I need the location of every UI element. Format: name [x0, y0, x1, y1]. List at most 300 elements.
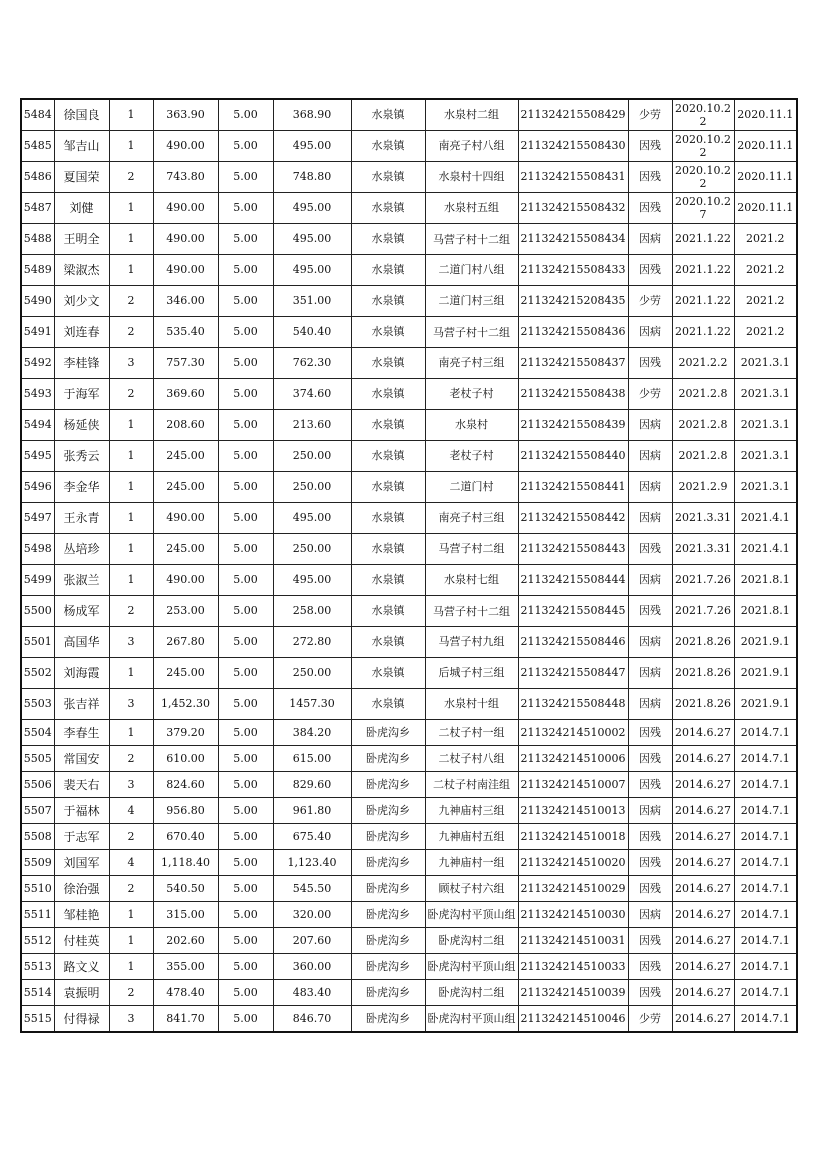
cell-start-date: 2014.7.1 — [734, 850, 797, 876]
cell-approval-date: 2021.1.22 — [672, 224, 734, 255]
cell-household-size: 1 — [109, 131, 153, 162]
cell-reason: 因病 — [628, 565, 672, 596]
cell-row-number: 5501 — [21, 627, 54, 658]
cell-village-group: 南亮子村三组 — [425, 503, 518, 534]
cell-total: 762.30 — [273, 348, 351, 379]
cell-total: 545.50 — [273, 876, 351, 902]
cell-adjustment: 5.00 — [218, 928, 273, 954]
cell-name: 张秀云 — [54, 441, 109, 472]
cell-household-size: 3 — [109, 348, 153, 379]
cell-amount: 245.00 — [153, 658, 218, 689]
cell-amount: 490.00 — [153, 565, 218, 596]
cell-amount: 490.00 — [153, 255, 218, 286]
cell-row-number: 5509 — [21, 850, 54, 876]
cell-village-group: 二杖子村一组 — [425, 720, 518, 746]
cell-household-size: 1 — [109, 441, 153, 472]
cell-reason: 因残 — [628, 850, 672, 876]
cell-approval-date: 2021.8.26 — [672, 689, 734, 720]
cell-name: 付得禄 — [54, 1006, 109, 1033]
cell-township: 水泉镇 — [351, 689, 425, 720]
cell-approval-date: 2021.1.22 — [672, 286, 734, 317]
cell-approval-date: 2014.6.27 — [672, 876, 734, 902]
cell-village-group: 水泉村十四组 — [425, 162, 518, 193]
cell-name: 王永青 — [54, 503, 109, 534]
cell-approval-date: 2021.2.8 — [672, 441, 734, 472]
cell-total: 615.00 — [273, 746, 351, 772]
cell-start-date: 2021.3.1 — [734, 379, 797, 410]
table-row — [21, 980, 797, 1006]
cell-amount: 379.20 — [153, 720, 218, 746]
cell-amount: 956.80 — [153, 798, 218, 824]
cell-name: 刘连春 — [54, 317, 109, 348]
cell-start-date: 2021.4.1 — [734, 534, 797, 565]
cell-adjustment: 5.00 — [218, 720, 273, 746]
cell-village-group: 二道门村八组 — [425, 255, 518, 286]
cell-adjustment: 5.00 — [218, 379, 273, 410]
cell-id-number: 211324215508430 — [518, 131, 628, 162]
table-row — [21, 746, 797, 772]
cell-village-group: 水泉村二组 — [425, 99, 518, 131]
cell-id-number: 211324215508442 — [518, 503, 628, 534]
table-row — [21, 131, 797, 162]
cell-name: 刘健 — [54, 193, 109, 224]
cell-reason: 因残 — [628, 746, 672, 772]
cell-village-group: 水泉村十组 — [425, 689, 518, 720]
table-row — [21, 798, 797, 824]
cell-adjustment: 5.00 — [218, 772, 273, 798]
cell-start-date: 2014.7.1 — [734, 1006, 797, 1033]
cell-id-number: 211324215508440 — [518, 441, 628, 472]
cell-reason: 少劳 — [628, 1006, 672, 1033]
cell-row-number: 5499 — [21, 565, 54, 596]
cell-household-size: 2 — [109, 286, 153, 317]
cell-household-size: 2 — [109, 162, 153, 193]
cell-start-date: 2021.2 — [734, 286, 797, 317]
cell-township: 水泉镇 — [351, 255, 425, 286]
cell-household-size: 1 — [109, 902, 153, 928]
cell-village-group: 水泉村 — [425, 410, 518, 441]
cell-amount: 824.60 — [153, 772, 218, 798]
cell-township: 卧虎沟乡 — [351, 772, 425, 798]
cell-id-number: 211324215508443 — [518, 534, 628, 565]
cell-row-number: 5495 — [21, 441, 54, 472]
cell-household-size: 1 — [109, 503, 153, 534]
cell-township: 水泉镇 — [351, 162, 425, 193]
cell-adjustment: 5.00 — [218, 902, 273, 928]
cell-row-number: 5493 — [21, 379, 54, 410]
cell-approval-date: 2021.1.22 — [672, 255, 734, 286]
cell-reason: 因残 — [628, 348, 672, 379]
cell-township: 卧虎沟乡 — [351, 746, 425, 772]
cell-id-number: 211324214510007 — [518, 772, 628, 798]
cell-adjustment: 5.00 — [218, 954, 273, 980]
cell-approval-date: 2021.3.31 — [672, 503, 734, 534]
cell-township: 水泉镇 — [351, 348, 425, 379]
cell-household-size: 1 — [109, 472, 153, 503]
cell-reason: 因病 — [628, 689, 672, 720]
cell-township: 水泉镇 — [351, 193, 425, 224]
cell-total: 495.00 — [273, 224, 351, 255]
cell-id-number: 211324215508433 — [518, 255, 628, 286]
cell-total: 495.00 — [273, 131, 351, 162]
cell-approval-date: 2021.2.8 — [672, 379, 734, 410]
cell-adjustment: 5.00 — [218, 224, 273, 255]
cell-id-number: 211324215508446 — [518, 627, 628, 658]
cell-amount: 245.00 — [153, 472, 218, 503]
cell-total: 675.40 — [273, 824, 351, 850]
cell-adjustment: 5.00 — [218, 658, 273, 689]
cell-name: 裴天右 — [54, 772, 109, 798]
cell-name: 丛培珍 — [54, 534, 109, 565]
cell-approval-date: 2021.7.26 — [672, 596, 734, 627]
cell-name: 高国华 — [54, 627, 109, 658]
cell-total: 250.00 — [273, 534, 351, 565]
cell-adjustment: 5.00 — [218, 746, 273, 772]
cell-total: 250.00 — [273, 441, 351, 472]
cell-adjustment: 5.00 — [218, 876, 273, 902]
cell-amount: 535.40 — [153, 317, 218, 348]
table-row — [21, 954, 797, 980]
cell-adjustment: 5.00 — [218, 348, 273, 379]
cell-name: 李金华 — [54, 472, 109, 503]
cell-start-date: 2014.7.1 — [734, 772, 797, 798]
cell-amount: 1,452.30 — [153, 689, 218, 720]
cell-id-number: 211324215508434 — [518, 224, 628, 255]
cell-name: 张吉祥 — [54, 689, 109, 720]
cell-adjustment: 5.00 — [218, 131, 273, 162]
cell-name: 李桂锋 — [54, 348, 109, 379]
cell-name: 杨延侠 — [54, 410, 109, 441]
cell-village-group: 卧虎沟村平顶山组 — [425, 954, 518, 980]
cell-adjustment: 5.00 — [218, 824, 273, 850]
cell-approval-date: 2014.6.27 — [672, 824, 734, 850]
cell-township: 卧虎沟乡 — [351, 850, 425, 876]
cell-name: 刘少文 — [54, 286, 109, 317]
cell-total: 384.20 — [273, 720, 351, 746]
table-row — [21, 534, 797, 565]
cell-row-number: 5500 — [21, 596, 54, 627]
cell-total: 829.60 — [273, 772, 351, 798]
cell-adjustment: 5.00 — [218, 850, 273, 876]
cell-approval-date: 2020.10.27 — [672, 193, 734, 224]
cell-village-group: 水泉村五组 — [425, 193, 518, 224]
cell-adjustment: 5.00 — [218, 99, 273, 131]
cell-row-number: 5513 — [21, 954, 54, 980]
cell-name: 袁振明 — [54, 980, 109, 1006]
cell-row-number: 5486 — [21, 162, 54, 193]
cell-row-number: 5504 — [21, 720, 54, 746]
cell-name: 于海军 — [54, 379, 109, 410]
cell-total: 495.00 — [273, 255, 351, 286]
cell-township: 卧虎沟乡 — [351, 876, 425, 902]
cell-village-group: 二道门村三组 — [425, 286, 518, 317]
cell-total: 258.00 — [273, 596, 351, 627]
cell-start-date: 2014.7.1 — [734, 876, 797, 902]
cell-amount: 757.30 — [153, 348, 218, 379]
cell-id-number: 211324214510002 — [518, 720, 628, 746]
cell-name: 常国安 — [54, 746, 109, 772]
cell-total: 495.00 — [273, 503, 351, 534]
cell-village-group: 水泉村七组 — [425, 565, 518, 596]
cell-row-number: 5502 — [21, 658, 54, 689]
cell-amount: 670.40 — [153, 824, 218, 850]
cell-amount: 490.00 — [153, 224, 218, 255]
cell-village-group: 九神庙村三组 — [425, 798, 518, 824]
cell-reason: 因病 — [628, 441, 672, 472]
cell-row-number: 5515 — [21, 1006, 54, 1033]
cell-reason: 因残 — [628, 255, 672, 286]
table-row — [21, 255, 797, 286]
cell-household-size: 1 — [109, 255, 153, 286]
cell-household-size: 2 — [109, 824, 153, 850]
cell-id-number: 211324214510046 — [518, 1006, 628, 1033]
cell-amount: 490.00 — [153, 503, 218, 534]
table-row — [21, 162, 797, 193]
cell-amount: 540.50 — [153, 876, 218, 902]
table-row — [21, 850, 797, 876]
cell-approval-date: 2014.6.27 — [672, 928, 734, 954]
table-row — [21, 928, 797, 954]
cell-village-group: 二杖子村八组 — [425, 746, 518, 772]
cell-total: 320.00 — [273, 902, 351, 928]
cell-reason: 因残 — [628, 824, 672, 850]
cell-village-group: 后城子村三组 — [425, 658, 518, 689]
cell-village-group: 卧虎沟村平顶山组 — [425, 902, 518, 928]
cell-id-number: 211324215508445 — [518, 596, 628, 627]
cell-reason: 因残 — [628, 596, 672, 627]
cell-name: 徐治强 — [54, 876, 109, 902]
cell-row-number: 5511 — [21, 902, 54, 928]
cell-row-number: 5489 — [21, 255, 54, 286]
cell-amount: 346.00 — [153, 286, 218, 317]
cell-start-date: 2014.7.1 — [734, 980, 797, 1006]
cell-start-date: 2020.11.1 — [734, 99, 797, 131]
cell-reason: 因病 — [628, 902, 672, 928]
cell-household-size: 4 — [109, 850, 153, 876]
cell-reason: 因残 — [628, 193, 672, 224]
cell-total: 1457.30 — [273, 689, 351, 720]
cell-adjustment: 5.00 — [218, 627, 273, 658]
cell-township: 卧虎沟乡 — [351, 954, 425, 980]
cell-amount: 253.00 — [153, 596, 218, 627]
cell-township: 水泉镇 — [351, 317, 425, 348]
cell-household-size: 3 — [109, 627, 153, 658]
cell-approval-date: 2014.6.27 — [672, 772, 734, 798]
cell-household-size: 1 — [109, 193, 153, 224]
table-row — [21, 772, 797, 798]
cell-id-number: 211324214510033 — [518, 954, 628, 980]
cell-township: 水泉镇 — [351, 565, 425, 596]
cell-village-group: 老杖子村 — [425, 379, 518, 410]
cell-start-date: 2021.4.1 — [734, 503, 797, 534]
cell-start-date: 2021.9.1 — [734, 689, 797, 720]
cell-total: 207.60 — [273, 928, 351, 954]
cell-id-number: 211324215508444 — [518, 565, 628, 596]
cell-township: 卧虎沟乡 — [351, 824, 425, 850]
cell-name: 梁淑杰 — [54, 255, 109, 286]
cell-row-number: 5494 — [21, 410, 54, 441]
cell-adjustment: 5.00 — [218, 565, 273, 596]
cell-amount: 245.00 — [153, 441, 218, 472]
cell-total: 351.00 — [273, 286, 351, 317]
cell-amount: 245.00 — [153, 534, 218, 565]
table-row — [21, 286, 797, 317]
cell-name: 杨成军 — [54, 596, 109, 627]
cell-id-number: 211324215508439 — [518, 410, 628, 441]
cell-amount: 1,118.40 — [153, 850, 218, 876]
cell-reason: 因残 — [628, 928, 672, 954]
table-row — [21, 824, 797, 850]
cell-amount: 490.00 — [153, 193, 218, 224]
cell-total: 846.70 — [273, 1006, 351, 1033]
cell-household-size: 3 — [109, 689, 153, 720]
cell-row-number: 5496 — [21, 472, 54, 503]
cell-name: 刘海霞 — [54, 658, 109, 689]
cell-start-date: 2020.11.1 — [734, 162, 797, 193]
cell-household-size: 1 — [109, 410, 153, 441]
table-row — [21, 902, 797, 928]
cell-row-number: 5506 — [21, 772, 54, 798]
cell-village-group: 二道门村 — [425, 472, 518, 503]
cell-reason: 因残 — [628, 772, 672, 798]
cell-reason: 因病 — [628, 658, 672, 689]
cell-row-number: 5487 — [21, 193, 54, 224]
cell-row-number: 5514 — [21, 980, 54, 1006]
table-row — [21, 503, 797, 534]
cell-approval-date: 2014.6.27 — [672, 720, 734, 746]
cell-reason: 因残 — [628, 534, 672, 565]
cell-township: 水泉镇 — [351, 410, 425, 441]
cell-start-date: 2021.9.1 — [734, 627, 797, 658]
cell-amount: 363.90 — [153, 99, 218, 131]
cell-approval-date: 2021.3.31 — [672, 534, 734, 565]
cell-total: 272.80 — [273, 627, 351, 658]
cell-id-number: 211324214510020 — [518, 850, 628, 876]
cell-amount: 202.60 — [153, 928, 218, 954]
cell-row-number: 5485 — [21, 131, 54, 162]
cell-start-date: 2014.7.1 — [734, 824, 797, 850]
document-table-region — [20, 98, 796, 1033]
cell-row-number: 5490 — [21, 286, 54, 317]
cell-name: 夏国荣 — [54, 162, 109, 193]
cell-start-date: 2020.11.1 — [734, 193, 797, 224]
table-row — [21, 596, 797, 627]
cell-household-size: 2 — [109, 317, 153, 348]
cell-reason: 少劳 — [628, 99, 672, 131]
cell-reason: 因残 — [628, 720, 672, 746]
cell-id-number: 211324215508431 — [518, 162, 628, 193]
cell-household-size: 2 — [109, 980, 153, 1006]
cell-household-size: 2 — [109, 596, 153, 627]
cell-adjustment: 5.00 — [218, 255, 273, 286]
cell-approval-date: 2021.8.26 — [672, 627, 734, 658]
cell-id-number: 211324215508437 — [518, 348, 628, 379]
cell-start-date: 2014.7.1 — [734, 720, 797, 746]
cell-approval-date: 2014.6.27 — [672, 980, 734, 1006]
cell-start-date: 2021.9.1 — [734, 658, 797, 689]
cell-total: 495.00 — [273, 565, 351, 596]
table-row — [21, 565, 797, 596]
cell-id-number: 211324214510006 — [518, 746, 628, 772]
cell-id-number: 211324214510013 — [518, 798, 628, 824]
cell-township: 水泉镇 — [351, 472, 425, 503]
cell-amount: 267.80 — [153, 627, 218, 658]
cell-village-group: 马营子村十二组 — [425, 596, 518, 627]
cell-household-size: 1 — [109, 534, 153, 565]
cell-village-group: 卧虎沟村平顶山组 — [425, 1006, 518, 1033]
cell-township: 水泉镇 — [351, 99, 425, 131]
cell-row-number: 5508 — [21, 824, 54, 850]
cell-township: 水泉镇 — [351, 224, 425, 255]
cell-total: 1,123.40 — [273, 850, 351, 876]
cell-name: 王明全 — [54, 224, 109, 255]
cell-township: 卧虎沟乡 — [351, 720, 425, 746]
cell-household-size: 1 — [109, 565, 153, 596]
cell-id-number: 211324215508447 — [518, 658, 628, 689]
cell-approval-date: 2021.2.8 — [672, 410, 734, 441]
table-row — [21, 658, 797, 689]
cell-row-number: 5492 — [21, 348, 54, 379]
cell-start-date: 2021.3.1 — [734, 441, 797, 472]
cell-adjustment: 5.00 — [218, 410, 273, 441]
table-row — [21, 876, 797, 902]
cell-township: 卧虎沟乡 — [351, 980, 425, 1006]
cell-approval-date: 2021.2.9 — [672, 472, 734, 503]
cell-adjustment: 5.00 — [218, 534, 273, 565]
cell-township: 卧虎沟乡 — [351, 928, 425, 954]
cell-name: 邹吉山 — [54, 131, 109, 162]
cell-village-group: 九神庙村五组 — [425, 824, 518, 850]
cell-village-group: 卧虎沟村二组 — [425, 980, 518, 1006]
cell-approval-date: 2014.6.27 — [672, 1006, 734, 1033]
cell-approval-date: 2014.6.27 — [672, 850, 734, 876]
cell-row-number: 5497 — [21, 503, 54, 534]
cell-village-group: 马营子村九组 — [425, 627, 518, 658]
cell-row-number: 5507 — [21, 798, 54, 824]
cell-total: 483.40 — [273, 980, 351, 1006]
cell-amount: 743.80 — [153, 162, 218, 193]
table-row — [21, 348, 797, 379]
cell-start-date: 2021.2 — [734, 255, 797, 286]
cell-total: 360.00 — [273, 954, 351, 980]
cell-reason: 因残 — [628, 876, 672, 902]
cell-approval-date: 2014.6.27 — [672, 746, 734, 772]
cell-household-size: 1 — [109, 954, 153, 980]
cell-township: 卧虎沟乡 — [351, 902, 425, 928]
cell-household-size: 1 — [109, 720, 153, 746]
table-row — [21, 379, 797, 410]
cell-total: 368.90 — [273, 99, 351, 131]
cell-amount: 355.00 — [153, 954, 218, 980]
cell-village-group: 老杖子村 — [425, 441, 518, 472]
cell-start-date: 2014.7.1 — [734, 798, 797, 824]
cell-reason: 因残 — [628, 162, 672, 193]
cell-adjustment: 5.00 — [218, 503, 273, 534]
cell-township: 水泉镇 — [351, 131, 425, 162]
cell-name: 路文义 — [54, 954, 109, 980]
cell-id-number: 211324215208435 — [518, 286, 628, 317]
cell-id-number: 211324214510030 — [518, 902, 628, 928]
cell-id-number: 211324215508441 — [518, 472, 628, 503]
table-row — [21, 99, 797, 131]
cell-township: 水泉镇 — [351, 503, 425, 534]
cell-adjustment: 5.00 — [218, 193, 273, 224]
cell-adjustment: 5.00 — [218, 1006, 273, 1033]
cell-reason: 少劳 — [628, 286, 672, 317]
cell-start-date: 2021.3.1 — [734, 472, 797, 503]
cell-name: 李春生 — [54, 720, 109, 746]
cell-reason: 少劳 — [628, 379, 672, 410]
